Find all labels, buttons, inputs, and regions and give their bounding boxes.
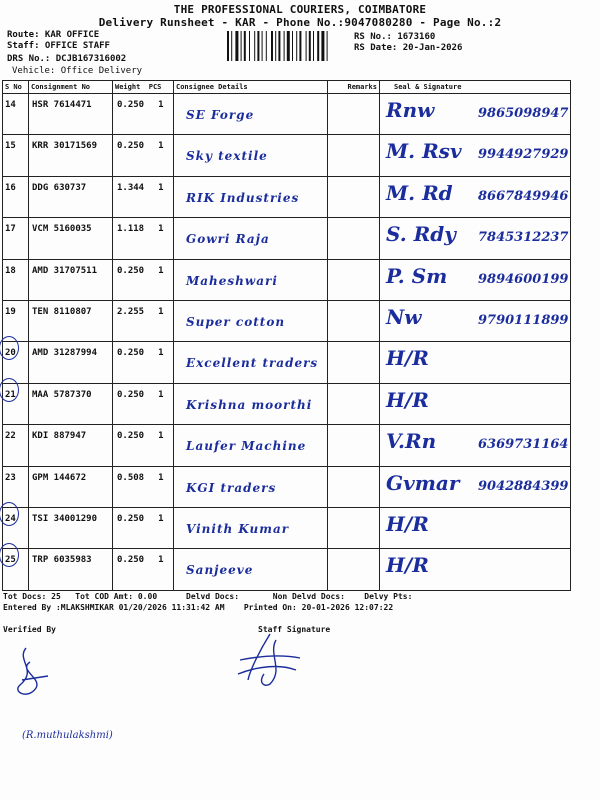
weight-value: 0.250 (117, 348, 145, 359)
table-row (3, 135, 571, 176)
row-seal (380, 507, 571, 548)
pcs-value: 1 (158, 513, 164, 524)
row-sno (3, 218, 29, 259)
table-row (3, 94, 571, 135)
row-consignee (174, 218, 328, 259)
row-consignment (29, 218, 113, 259)
row-seal (380, 94, 571, 135)
consignment-no: KRR 30171569 (32, 141, 98, 152)
non-delivered-docs: Non Delvd Docs: (272, 592, 345, 601)
consignee-handwriting: Excellent traders (186, 356, 319, 371)
col-pcs: PCS (148, 83, 162, 91)
row-remarks (328, 466, 380, 507)
weight-pcs (113, 177, 173, 193)
consignment-no: TSI 34001290 (32, 513, 98, 524)
row-remarks (328, 135, 380, 176)
weight-pcs (113, 508, 173, 524)
row-remarks (328, 342, 380, 383)
row-consignee (174, 176, 328, 217)
circle-mark (0, 378, 19, 402)
total-cod: Tot COD Amt: 0.00 (75, 592, 158, 601)
phone-handwriting: 9894600199 (478, 271, 569, 287)
row-seal (380, 425, 571, 466)
delivered-docs: Delvd Docs: (186, 592, 240, 601)
row-seal (380, 549, 571, 590)
weight-value: 0.508 (117, 472, 145, 483)
pcs-value: 1 (158, 555, 164, 566)
row-seal (380, 259, 571, 300)
weight-pcs (113, 135, 173, 151)
table-row (3, 342, 571, 383)
sno-text: 19 (5, 306, 16, 317)
row-consignment (29, 425, 113, 466)
signature-handwriting: S. Rdy (386, 222, 456, 247)
consignment-no: VCM 5160035 (32, 224, 92, 235)
weight-value: 0.250 (117, 513, 145, 524)
row-consignment (29, 300, 113, 341)
sno-text: 25 (5, 555, 16, 566)
total-docs: Tot Docs: 25 (3, 592, 61, 601)
weight-pcs (113, 549, 173, 565)
row-consignee (174, 383, 328, 424)
row-seal (380, 218, 571, 259)
row-sno (3, 383, 29, 424)
row-seal (380, 466, 571, 507)
pcs-value: 1 (158, 182, 164, 193)
phone-handwriting: 6369731164 (478, 437, 569, 453)
row-weight-pcs (113, 300, 174, 341)
row-weight-pcs (113, 218, 174, 259)
weight-pcs (113, 342, 173, 358)
row-remarks (328, 507, 380, 548)
signature-handwriting: H/R (386, 346, 429, 371)
table-row (3, 425, 571, 466)
sno-text: 24 (5, 513, 16, 524)
route-label: Route: KAR OFFICE (7, 30, 100, 40)
row-consignee (174, 300, 328, 341)
row-weight-pcs (113, 135, 174, 176)
phone-handwriting: 9790111899 (478, 312, 569, 328)
row-consignment (29, 135, 113, 176)
footer-meta (3, 603, 393, 612)
sno-text: 22 (5, 431, 16, 442)
row-sno (3, 425, 29, 466)
table-row (3, 300, 571, 341)
consignment-no: HSR 7614471 (32, 100, 92, 110)
row-consignment (29, 466, 113, 507)
weight-pcs (113, 467, 173, 483)
row-consignment (29, 94, 113, 135)
signature-handwriting: M. Rsv (386, 139, 462, 164)
table-header-row (3, 81, 571, 94)
table-row (3, 549, 571, 590)
row-seal (380, 342, 571, 383)
rs-date: RS Date: 20-Jan-2026 (354, 43, 463, 53)
consignment-no: AMD 31287994 (32, 348, 98, 359)
phone-handwriting: 9042884399 (478, 478, 569, 494)
weight-value: 1.118 (117, 224, 145, 235)
col-remarks: Remarks (328, 81, 380, 94)
pcs-value: 1 (158, 141, 164, 152)
signature-handwriting: P. Sm (386, 263, 448, 288)
row-remarks (328, 549, 380, 590)
pcs-value: 1 (158, 224, 164, 235)
row-weight-pcs (113, 383, 174, 424)
consignment-no: KDI 887947 (32, 431, 87, 442)
weight-pcs (113, 301, 173, 317)
delivery-points: Delvy Pts: (364, 592, 413, 601)
phone-handwriting: 8667849946 (478, 188, 569, 204)
row-weight-pcs (113, 342, 174, 383)
row-consignee (174, 549, 328, 590)
consignee-handwriting: Vinith Kumar (186, 521, 290, 536)
row-seal (380, 383, 571, 424)
row-weight-pcs (113, 549, 174, 590)
sno-text: 17 (5, 224, 16, 235)
row-consignee (174, 466, 328, 507)
pcs-value: 1 (158, 431, 164, 442)
sno-text: 20 (5, 348, 16, 359)
row-consignee (174, 425, 328, 466)
phone-handwriting: 9944927929 (478, 147, 569, 163)
signature-handwriting: Nw (386, 304, 422, 329)
row-weight-pcs (113, 176, 174, 217)
weight-value: 0.250 (117, 431, 145, 442)
consignment-no: TEN 8110807 (32, 306, 92, 317)
entered-by: Entered By :MLAKSHMIKAR 01/20/2026 11:31:42 AM (3, 603, 225, 612)
weight-pcs (113, 425, 173, 441)
table-row (3, 259, 571, 300)
row-weight-pcs (113, 259, 174, 300)
weight-value: 1.344 (117, 182, 145, 193)
staff-label: Staff: OFFICE STAFF (7, 41, 110, 51)
row-consignee (174, 507, 328, 548)
row-seal (380, 176, 571, 217)
table-row (3, 383, 571, 424)
signature-handwriting: H/R (386, 511, 429, 536)
pcs-value: 1 (158, 306, 164, 317)
row-consignment (29, 549, 113, 590)
col-consignment: Consignment No (29, 81, 113, 94)
col-weight: Weight (115, 83, 141, 91)
signature-handwriting: Rnw (386, 98, 435, 122)
row-sno (3, 176, 29, 217)
col-weight-pcs (113, 81, 174, 94)
row-consignment (29, 383, 113, 424)
weight-pcs (113, 218, 173, 234)
row-remarks (328, 259, 380, 300)
row-consignee (174, 259, 328, 300)
table-row (3, 218, 571, 259)
vehicle-label: Vehicle: Office Delivery (12, 66, 143, 76)
sno-text: 23 (5, 472, 16, 483)
signature-handwriting: V.Rn (386, 429, 437, 454)
weight-value: 0.250 (117, 141, 145, 152)
row-consignee (174, 135, 328, 176)
row-remarks (328, 94, 380, 135)
consignment-no: GPM 144672 (32, 472, 87, 483)
signature-handwriting: Gvmar (386, 470, 460, 495)
consignment-no: TRP 6035983 (32, 555, 92, 566)
sno-text: 14 (5, 100, 16, 110)
row-remarks (328, 383, 380, 424)
sno-text: 16 (5, 182, 16, 193)
row-remarks (328, 218, 380, 259)
row-consignment (29, 176, 113, 217)
row-consignee (174, 94, 328, 135)
weight-pcs (113, 94, 173, 110)
pcs-value: 1 (158, 472, 164, 483)
row-seal (380, 135, 571, 176)
row-sno (3, 549, 29, 590)
weight-value: 2.255 (117, 306, 145, 317)
table-row (3, 176, 571, 217)
consignee-handwriting: Super cotton (186, 314, 286, 329)
row-sno (3, 94, 29, 135)
weight-value: 0.250 (117, 265, 145, 276)
consignee-handwriting: KGI traders (186, 480, 277, 495)
drs-number: DRS No.: DCJB167316002 (7, 54, 127, 64)
table-row (3, 507, 571, 548)
row-weight-pcs (113, 507, 174, 548)
consignment-no: MAA 5787370 (32, 389, 92, 400)
circle-mark (0, 502, 19, 526)
weight-value: 0.250 (117, 555, 145, 566)
row-remarks (328, 176, 380, 217)
weight-value: 0.250 (117, 100, 145, 110)
consignee-handwriting: Laufer Machine (186, 439, 307, 454)
consignee-handwriting: RIK Industries (186, 190, 300, 205)
weight-pcs (113, 384, 173, 400)
col-seal: Seal & Signature (380, 81, 571, 94)
verifier-name: (R.muthulakshmi) (22, 730, 113, 741)
col-consignee: Consignee Details (174, 81, 328, 94)
consignee-handwriting: Sanjeeve (186, 563, 254, 578)
row-sno (3, 135, 29, 176)
consignee-handwriting: Gowri Raja (186, 232, 270, 247)
consignment-no: AMD 31707511 (32, 265, 98, 276)
row-remarks (328, 300, 380, 341)
row-sno (3, 259, 29, 300)
weight-value: 0.250 (117, 389, 145, 400)
row-consignment (29, 507, 113, 548)
signature-handwriting: M. Rd (386, 180, 453, 205)
row-sno (3, 342, 29, 383)
footer-totals (3, 592, 412, 601)
row-consignment (29, 342, 113, 383)
pcs-value: 1 (158, 389, 164, 400)
printed-on: Printed On: 20-01-2026 12:07:22 (243, 603, 394, 612)
row-weight-pcs (113, 425, 174, 466)
runsheet-title: Delivery Runsheet - KAR - Phone No.:9047080280 - Page No.:2 (98, 16, 502, 29)
rs-number: RS No.: 1673160 (354, 32, 436, 42)
col-sno: S No (3, 81, 29, 94)
company-title: THE PROFESSIONAL COURIERS, COIMBATORE (173, 3, 427, 16)
sno-text: 21 (5, 389, 16, 400)
phone-handwriting: 7845312237 (478, 230, 569, 246)
runsheet-table (2, 80, 571, 591)
consignee-handwriting: Sky textile (186, 149, 268, 164)
pcs-value: 1 (158, 265, 164, 276)
consignment-no: DDG 630737 (32, 182, 87, 193)
signature-handwriting: H/R (386, 553, 429, 578)
consignee-handwriting: Krishna moorthi (186, 397, 313, 412)
sno-text: 18 (5, 265, 16, 276)
row-weight-pcs (113, 466, 174, 507)
sno-text: 15 (5, 141, 16, 152)
signature-handwriting: H/R (386, 387, 429, 412)
row-seal (380, 300, 571, 341)
table-row (3, 466, 571, 507)
pcs-value: 1 (158, 348, 164, 359)
phone-handwriting: 9865098947 (478, 106, 569, 121)
row-consignee (174, 342, 328, 383)
pcs-value: 1 (158, 100, 164, 110)
verifier-signature (8, 640, 68, 710)
staff-signature (230, 630, 310, 690)
consignee-handwriting: Maheshwari (186, 273, 278, 288)
weight-pcs (113, 260, 173, 276)
verified-by-label: Verified By (3, 625, 56, 634)
row-consignment (29, 259, 113, 300)
consignee-handwriting: SE Forge (186, 108, 255, 122)
barcode (225, 31, 351, 61)
row-remarks (328, 425, 380, 466)
staff-signature-label: Staff Signature (258, 625, 331, 634)
row-weight-pcs (113, 94, 174, 135)
